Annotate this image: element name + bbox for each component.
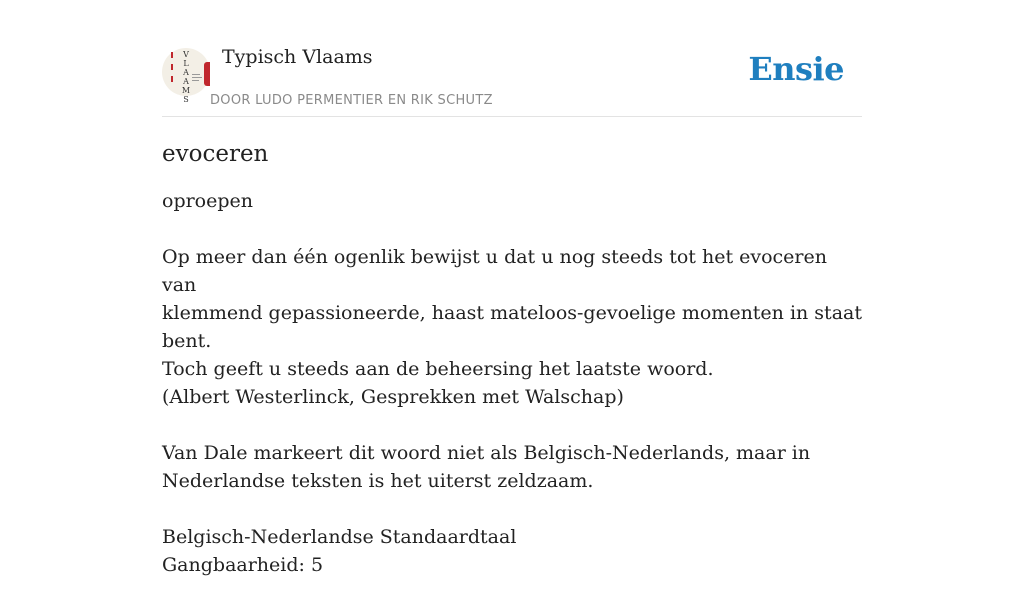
logo-accent-mark (171, 52, 173, 58)
logo-line (192, 80, 199, 81)
entry-usage: Gangbaarheid: 5 (162, 554, 324, 576)
quote-line: klemmend gepassioneerde, haast mateloos-gevoelige momenten in staat bent. (162, 302, 862, 352)
logo-line (192, 77, 202, 78)
quote-line: Op meer dan één ogenlik bewijst u dat u nog steeds tot het evoceren van (162, 246, 827, 296)
entry-body (162, 187, 862, 579)
entry-quote (162, 243, 862, 411)
logo-wordmark: V L A A M S (181, 50, 191, 104)
entry-category: Belgisch-Nederlandse Standaardtaal (162, 526, 517, 548)
ensie-logo[interactable]: Ensie (748, 50, 844, 88)
blog-logo[interactable] (162, 48, 210, 104)
logo-line (192, 74, 200, 75)
entry-meta (162, 523, 862, 579)
quote-line: Toch geeft u steeds aan de beheersing het laatste woord. (162, 358, 714, 380)
entry-word: evoceren (162, 141, 269, 167)
entry-note: Van Dale markeert dit woord niet als Belgisch-Nederlands, maar in Nederlandse teksten is het uiterst zeldzaam. (162, 442, 811, 492)
blog-byline: DOOR LUDO PERMENTIER EN RIK SCHUTZ (210, 93, 493, 108)
site-header (162, 46, 862, 117)
quote-citation: (Albert Westerlinck, Gesprekken met Walschap) (162, 386, 624, 408)
logo-red-bar (204, 62, 210, 86)
entry-definition: oproepen (162, 190, 254, 212)
logo-accent-mark (171, 64, 173, 70)
logo-accent-mark (171, 76, 173, 82)
entry-content (162, 138, 862, 607)
blog-title[interactable]: Typisch Vlaams (222, 46, 373, 68)
